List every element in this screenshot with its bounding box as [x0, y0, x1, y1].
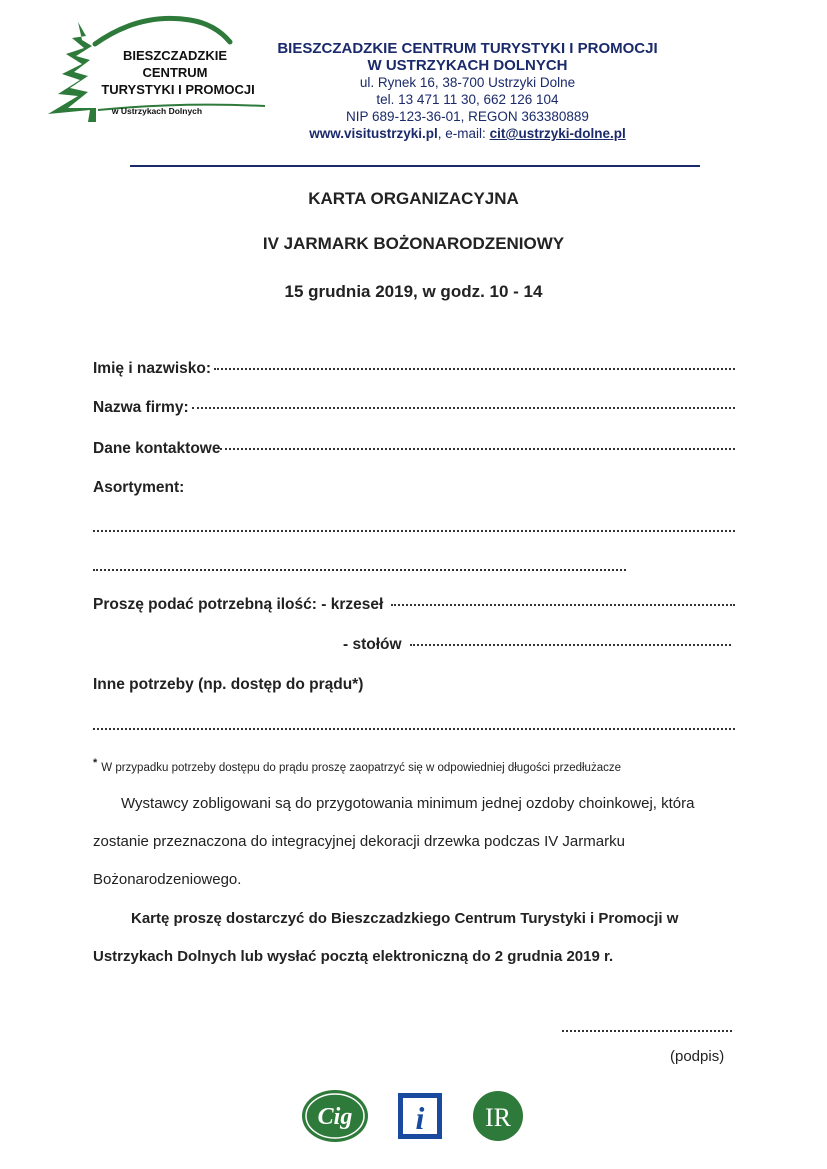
org-phone: tel. 13 471 11 30, 662 126 104: [376, 92, 559, 107]
cig-logo-text: Cig: [317, 1104, 353, 1130]
contact-row: [93, 440, 735, 458]
footnote-text: W przypadku potrzeby dostępu do prądu proszę zaopatrzyć się w odpowiedniej długości przedłużacze: [101, 761, 621, 774]
exhibitor-note: [93, 785, 743, 899]
name-label: Imię i nazwisko:: [93, 360, 212, 377]
cig-logo: [300, 1087, 370, 1145]
assortment-line-2: [93, 557, 626, 559]
org-name-1: BIESZCZADZKIE CENTRUM TURYSTYKI I PROMOCJI: [277, 40, 658, 57]
logo-line-3: TURYSTYKI I PROMOCJI: [101, 82, 255, 97]
signature-field[interactable]: [562, 1030, 732, 1032]
assortment-label: Asortyment:: [93, 479, 185, 496]
assortment-field-2[interactable]: [93, 569, 626, 571]
website-link[interactable]: www.visitustrzyki.pl: [309, 126, 438, 141]
logo-line-1: BIESZCZADZKIE: [123, 48, 227, 63]
firm-label: Nazwa firmy:: [93, 399, 189, 416]
chairs-field[interactable]: [391, 604, 735, 606]
other-label: Inne potrzeby (np. dostęp do prądu*): [93, 676, 364, 693]
event-date: 15 grudnia 2019, w godz. 10 - 14: [284, 282, 543, 301]
event-title: IV JARMARK BOŻONARODZENIOWY: [262, 234, 565, 253]
exhibitor-note-text: Wystawcy zobligowani są do przygotowania minimum jednej ozdoby choinkowej, która zostanie przeznaczona do integracyjnej dekoracji drzewka podczas IV Jarmarku Bożonarodzeniowego.: [93, 795, 695, 888]
email-link[interactable]: cit@ustrzyki-dolne.pl: [489, 126, 626, 141]
ir-logo-text: IR: [485, 1103, 511, 1132]
quantity-label: Proszę podać potrzebną ilość: - krzeseł: [93, 596, 384, 613]
firm-field[interactable]: [192, 407, 735, 409]
organization-form: [93, 0, 735, 800]
name-row: [93, 360, 735, 378]
assortment-line-1: [93, 518, 735, 520]
firm-row: [93, 399, 735, 417]
contact-label: Dane kontaktowe: [93, 440, 221, 457]
doc-title: KARTA ORGANIZACYJNA: [308, 189, 519, 208]
other-needs-line: [93, 716, 735, 718]
logo-line-4: w Ustrzykach Dolnych: [111, 106, 203, 116]
logo-line-2: CENTRUM: [142, 65, 208, 80]
name-field[interactable]: [214, 368, 735, 370]
submission-note-text: Kartę proszę dostarczyć do Bieszczadzkiego Centrum Turystyki i Promocji w Ustrzykach Dolnych lub wysłać pocztą elektroniczną do 2 grudnia 2019 r.: [93, 910, 679, 965]
org-ids: NIP 689-123-36-01, REGON 363380889: [346, 109, 589, 124]
info-logo: [395, 1087, 445, 1145]
contact-field[interactable]: [220, 448, 735, 450]
tables-label: - stołów: [343, 636, 402, 653]
info-logo-text: i: [415, 1100, 425, 1136]
other-needs-row: [93, 676, 735, 694]
submission-note: [93, 900, 748, 976]
chairs-row: [93, 596, 735, 614]
other-needs-field[interactable]: [93, 728, 735, 730]
org-address: ul. Rynek 16, 38-700 Ustrzyki Dolne: [359, 75, 576, 90]
assortment-field-1[interactable]: [93, 530, 735, 532]
tables-row: [343, 636, 731, 654]
footnote-mark: *: [93, 757, 98, 769]
email-prefix: , e-mail:: [437, 126, 490, 141]
tables-field[interactable]: [410, 644, 731, 646]
ir-logo: [468, 1087, 528, 1145]
signature-label: (podpis): [670, 1048, 725, 1065]
org-name-2: W USTRZYKACH DOLNYCH: [367, 57, 568, 74]
footnote: [93, 757, 621, 774]
assortment-row: [93, 479, 735, 497]
